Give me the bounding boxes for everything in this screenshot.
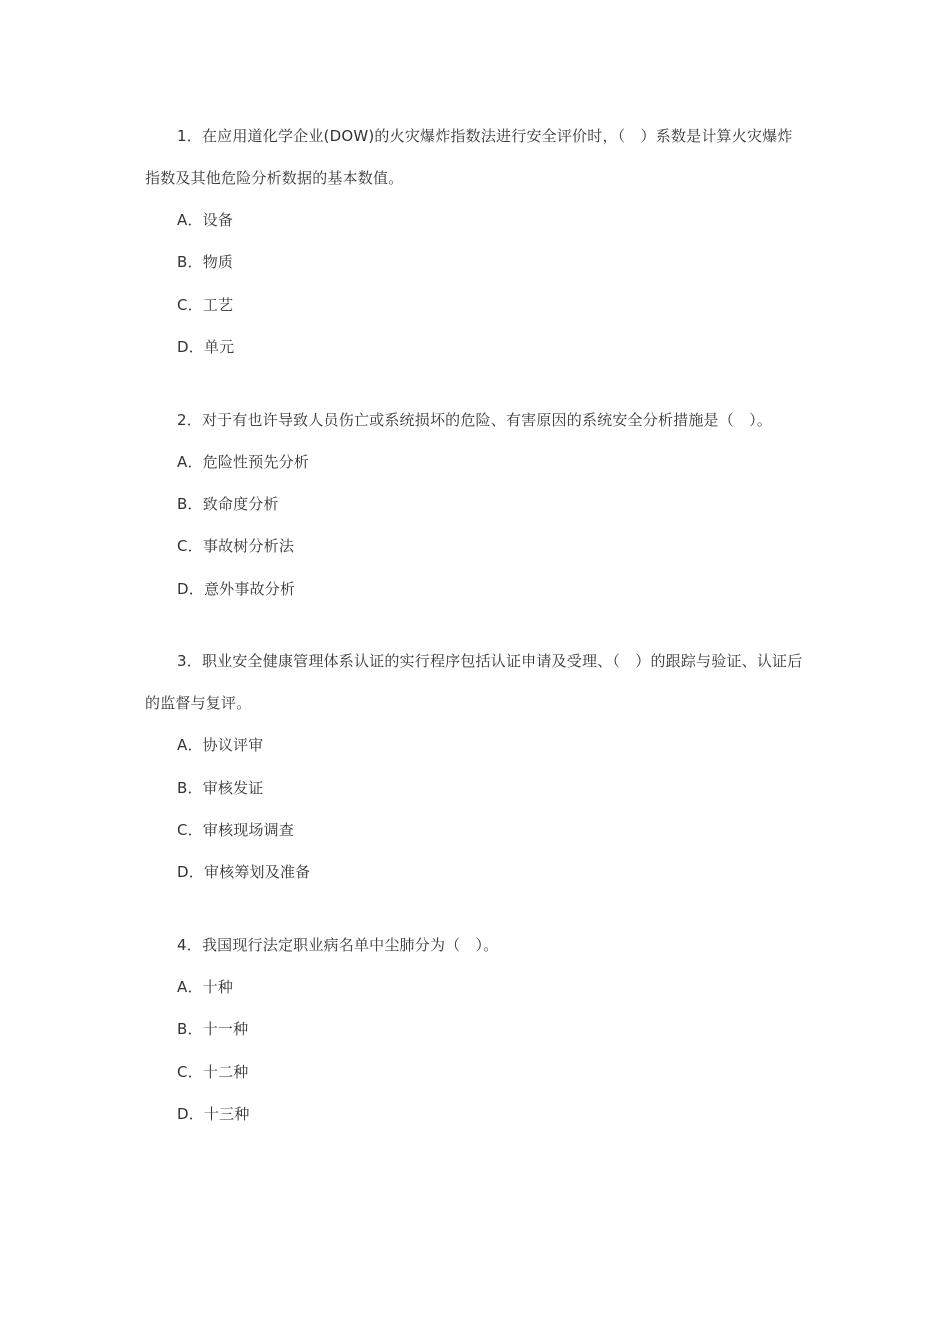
option-c: C．工艺 xyxy=(177,295,234,314)
question-stem: 2．对于有也许导致人员伤亡或系统损坏的危险、有害原因的系统安全分析措施是（ ）。 xyxy=(177,410,773,429)
question-4 xyxy=(145,924,805,1136)
question-stem: 3．职业安全健康管理体系认证的实行程序包括认证申请及受理、（ ）的跟踪与验证、认证后的监督与复评。 xyxy=(145,652,803,713)
question-3 xyxy=(145,640,805,894)
option-c: C．审核现场调查 xyxy=(177,821,295,840)
option-list xyxy=(145,441,805,611)
option-b: B．物质 xyxy=(177,253,234,272)
option-list xyxy=(145,966,805,1136)
option-d: D．单元 xyxy=(177,338,235,357)
option-b: B．审核发证 xyxy=(177,778,264,797)
question-list xyxy=(145,115,805,1166)
question-2 xyxy=(145,399,805,611)
option-a: A．十种 xyxy=(177,977,234,996)
option-list xyxy=(145,199,805,369)
question-stem: 1．在应用道化学企业(DOW)的火灾爆炸指数法进行安全评价时，（ ）系数是计算火灾爆炸指数及其他危险分析数据的基本数值。 xyxy=(145,127,793,187)
option-list xyxy=(145,724,805,894)
option-a: A．协议评审 xyxy=(177,736,264,755)
option-a: A．危险性预先分析 xyxy=(177,452,310,471)
option-d: D．意外事故分析 xyxy=(177,579,296,598)
question-stem: 4．我国现行法定职业病名单中尘肺分为（ ）。 xyxy=(177,935,499,954)
option-d: D．十三种 xyxy=(177,1105,250,1124)
option-d: D．审核筹划及准备 xyxy=(177,863,311,882)
option-a: A．设备 xyxy=(177,211,234,229)
option-c: C．十二种 xyxy=(177,1062,249,1081)
option-c: C．事故树分析法 xyxy=(177,537,295,556)
question-1 xyxy=(145,115,805,369)
option-b: B．十一种 xyxy=(177,1020,249,1039)
option-b: B．致命度分析 xyxy=(177,495,279,514)
